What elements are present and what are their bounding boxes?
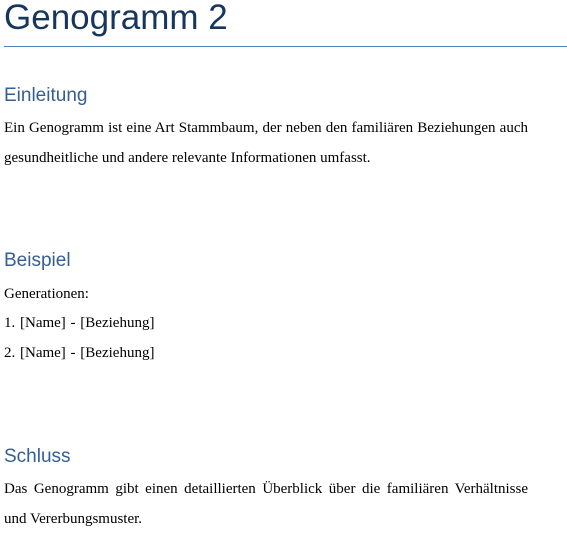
document-title: Genogramm 2 bbox=[4, 0, 228, 37]
conclusion-paragraph: Das Genogramm gibt einen detaillierten Überblick über die familiären Verhältnisse und Vererbungsmuster. bbox=[4, 481, 528, 527]
section-heading-schluss: Schluss bbox=[4, 446, 71, 467]
section-heading-beispiel: Beispiel bbox=[4, 250, 71, 271]
list-item: 1. [Name] - [Beziehung] bbox=[4, 315, 155, 331]
title-underline bbox=[4, 46, 567, 47]
intro-paragraph: Ein Genogramm ist eine Art Stammbaum, der neben den familiären Beziehungen auch gesundheitliche und andere relevante Informationen umfasst. bbox=[4, 120, 528, 166]
list-item: 2. [Name] - [Beziehung] bbox=[4, 345, 155, 361]
section-heading-einleitung: Einleitung bbox=[4, 85, 88, 106]
generations-label: Generationen: bbox=[4, 286, 89, 302]
